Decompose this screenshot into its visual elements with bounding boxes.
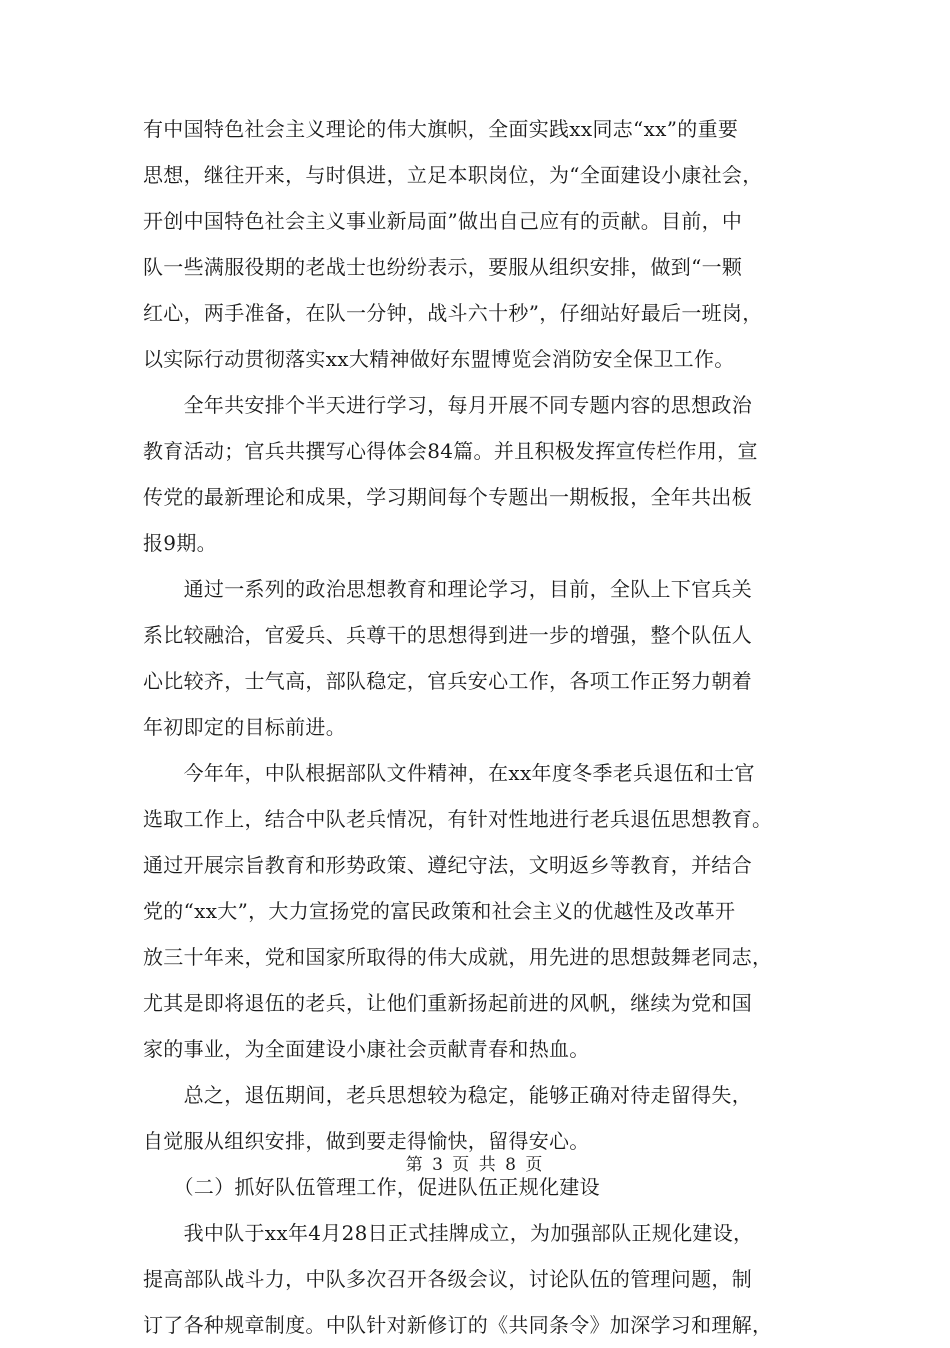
text-line: 放三十年来，党和国家所取得的伟大成就，用先进的思想鼓舞老同志， — [143, 945, 773, 969]
text-line: 选取工作上，结合中队老兵情况，有针对性地进行老兵退伍思想教育。 — [143, 807, 773, 831]
page-number-footer: 第 3 页 共 8 页 — [405, 1155, 545, 1175]
text-line: 通过开展宗旨教育和形势政策、遵纪守法，文明返乡等教育，并结合 — [143, 853, 752, 877]
text-line: 以实际行动贯彻落实xx大精神做好东盟博览会消防安全保卫工作。 — [143, 347, 735, 371]
text-line: 年初即定的目标前进。 — [143, 715, 346, 739]
text-line: 开创中国特色社会主义事业新局面”做出自己应有的贡献。目前，中 — [143, 209, 743, 233]
text-line: 通过一系列的政治思想教育和理论学习，目前，全队上下官兵关 — [143, 577, 752, 601]
text-line: 队一些满服役期的老战士也纷纷表示，要服从组织安排，做到“一颗 — [143, 255, 743, 279]
text-line: 提高部队战斗力，中队多次召开各级会议，讨论队伍的管理问题，制 — [143, 1267, 752, 1291]
text-line: 有中国特色社会主义理论的伟大旗帜，全面实践xx同志“xx”的重要 — [143, 117, 739, 141]
text-line: 传党的最新理论和成果，学习期间每个专题出一期板报，全年共出板 — [143, 485, 752, 509]
text-line: 报9期。 — [143, 531, 217, 555]
text-line: 思想，继往开来，与时俱进，立足本职岗位，为“全面建设小康社会， — [143, 163, 763, 187]
text-line: 教育活动；官兵共撰写心得体会84篇。并且积极发挥宣传栏作用，宣 — [143, 439, 758, 463]
text-line: 今年年，中队根据部队文件精神，在xx年度冬季老兵退伍和士官 — [143, 761, 755, 785]
text-line: 全年共安排个半天进行学习，每月开展不同专题内容的思想政治 — [143, 393, 752, 417]
text-line: 党的“xx大”，大力宣扬党的富民政策和社会主义的优越性及改革开 — [143, 899, 736, 923]
text-line: 系比较融洽，官爱兵、兵尊干的思想得到进一步的增强，整个队伍人 — [143, 623, 752, 647]
text-line: 家的事业，为全面建设小康社会贡献青春和热血。 — [143, 1037, 590, 1061]
text-line: 尤其是即将退伍的老兵，让他们重新扬起前进的风帆，继续为党和国 — [143, 991, 752, 1015]
text-line: 心比较齐，士气高，部队稳定，官兵安心工作，各项工作正努力朝着 — [143, 669, 752, 693]
text-line: 总之，退伍期间，老兵思想较为稳定，能够正确对待走留得失， — [143, 1083, 752, 1107]
text-line: 我中队于xx年4月28日正式挂牌成立，为加强部队正规化建设， — [143, 1221, 754, 1245]
text-line: 红心，两手准备，在队一分钟，战斗六十秒”，仔细站好最后一班岗， — [143, 301, 763, 325]
text-line: 订了各种规章制度。中队针对新修订的《共同条令》加深学习和理解， — [143, 1313, 773, 1337]
text-line: 自觉服从组织安排，做到要走得愉快，留得安心。 — [143, 1129, 590, 1153]
section-heading: （二）抓好队伍管理工作，促进队伍正规化建设 — [143, 1175, 600, 1199]
